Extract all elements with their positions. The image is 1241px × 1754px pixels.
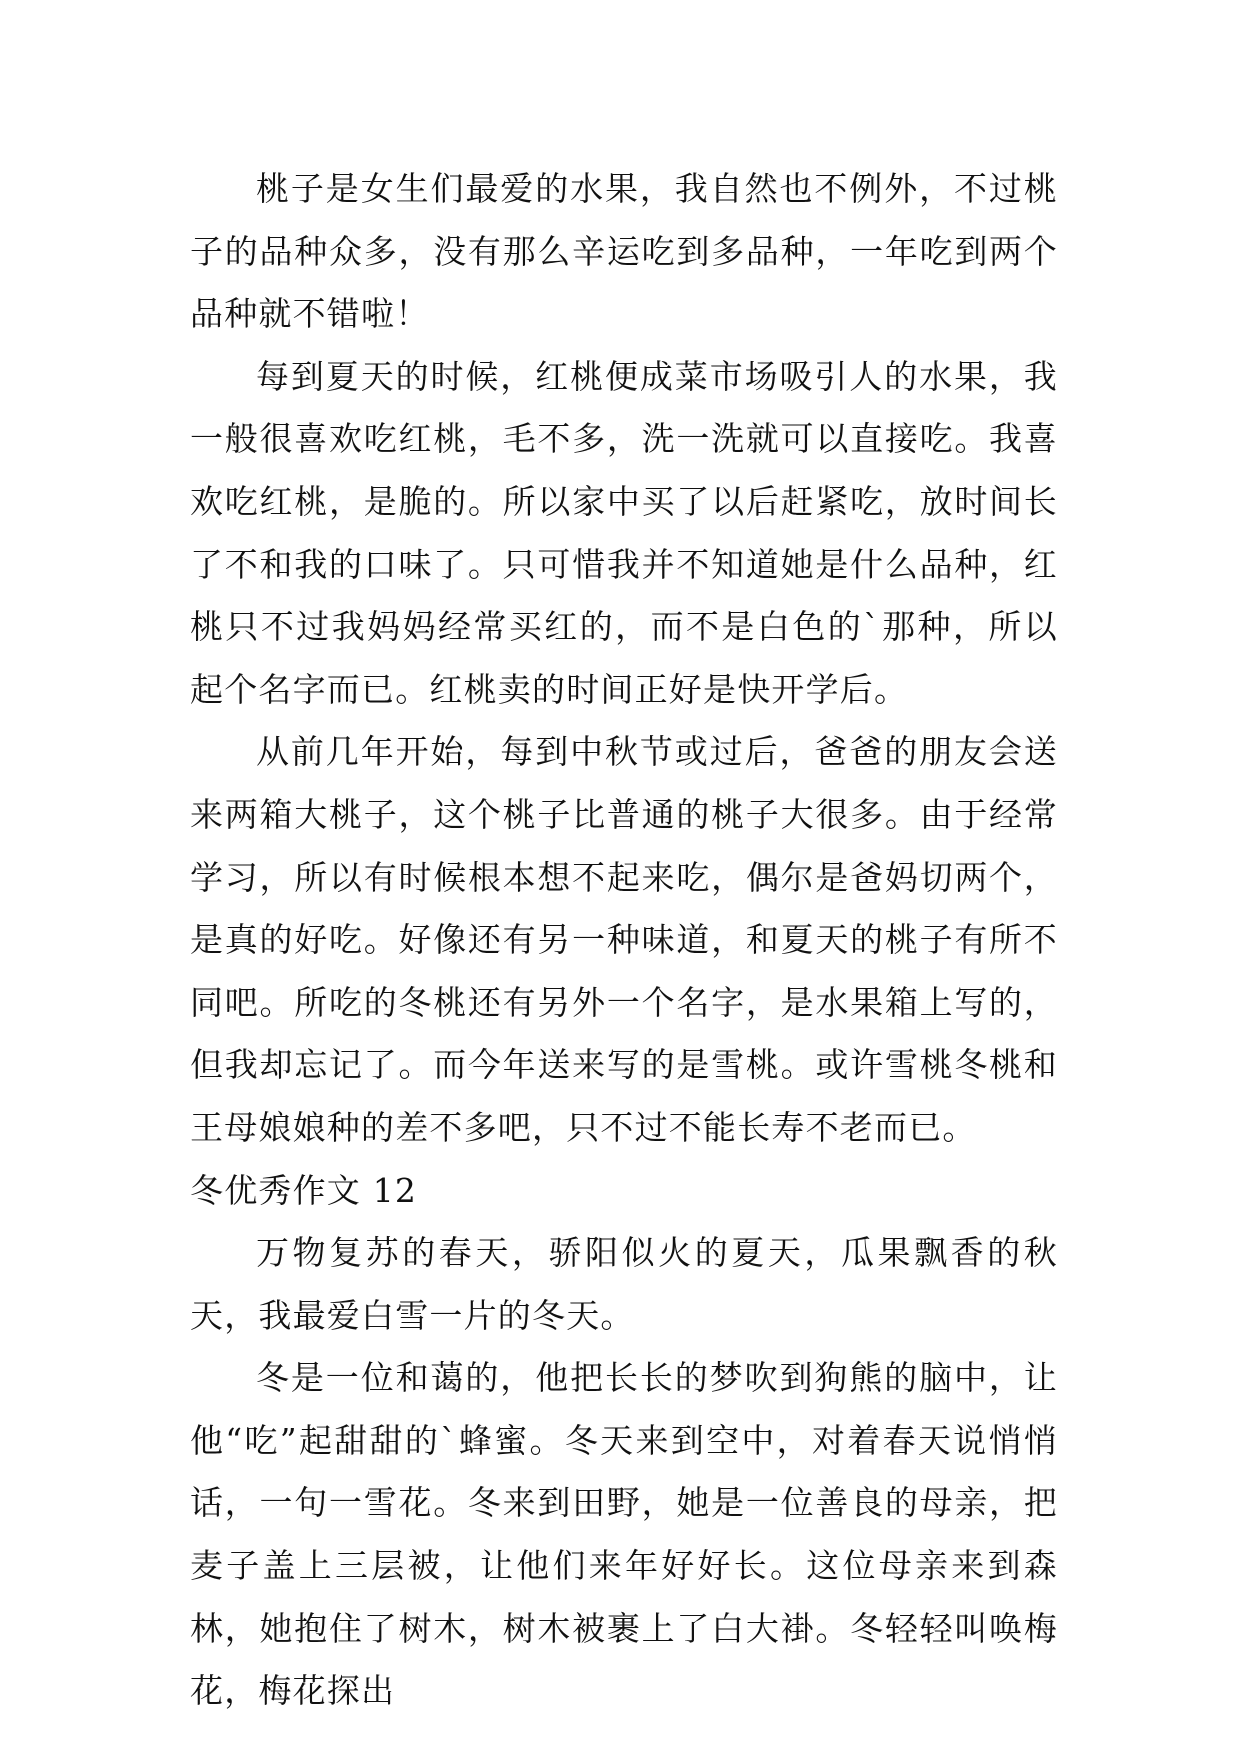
paragraph-winter: 冬是一位和蔼的，他把长长的梦吹到狗熊的脑中，让他“吃”起甜甜的`蜂蜜。冬天来到空中，对着春天说悄悄话，一句一雪花。冬来到田野，她是一位善良的母亲，把麦子盖上三层被，让他们来年好好长。这位母亲来到森林，她抱住了树木，树木被裹上了白大褂。冬轻轻叫唤梅花，梅花探出 <box>190 1358 1058 1711</box>
paragraph-seasons: 万物复苏的春天，骄阳似火的夏天，瓜果飘香的秋天，我最爱白雪一片的冬天。 <box>190 1233 1058 1335</box>
paragraph-red-peach: 每到夏天的时候，红桃便成菜市场吸引人的水果，我一般很喜欢吃红桃，毛不多，洗一洗就可以直接吃。我喜欢吃红桃，是脆的。所以家中买了以后赶紧吃，放时间长了不和我的口味了。只可惜我并不知道她是什么品种，红桃只不过我妈妈经常买红的，而不是白色的`那种，所以起个名字而已。红桃卖的时间正好是快开学后。 <box>190 356 1058 709</box>
paragraph-winter-peach: 从前几年开始，每到中秋节或过后，爸爸的朋友会送来两箱大桃子，这个桃子比普通的桃子大很多。由于经常学习，所以有时候根本想不起来吃，偶尔是爸妈切两个，是真的好吃。好像还有另一种味道，和夏天的桃子有所不同吧。所吃的冬桃还有另外一个名字，是水果箱上写的，但我却忘记了。而今年送来写的是雪桃。或许雪桃冬桃和王母娘娘种的差不多吧，只不过不能长寿不老而已。 <box>190 732 1058 1147</box>
section-title: 冬优秀作文 12 <box>190 1170 418 1210</box>
document-body <box>190 158 1058 1723</box>
paragraph-peach-intro: 桃子是女生们最爱的水果，我自然也不例外，不过桃子的品种众多，没有那么辛运吃到多品种，一年吃到两个品种就不错啦！ <box>190 169 1058 334</box>
